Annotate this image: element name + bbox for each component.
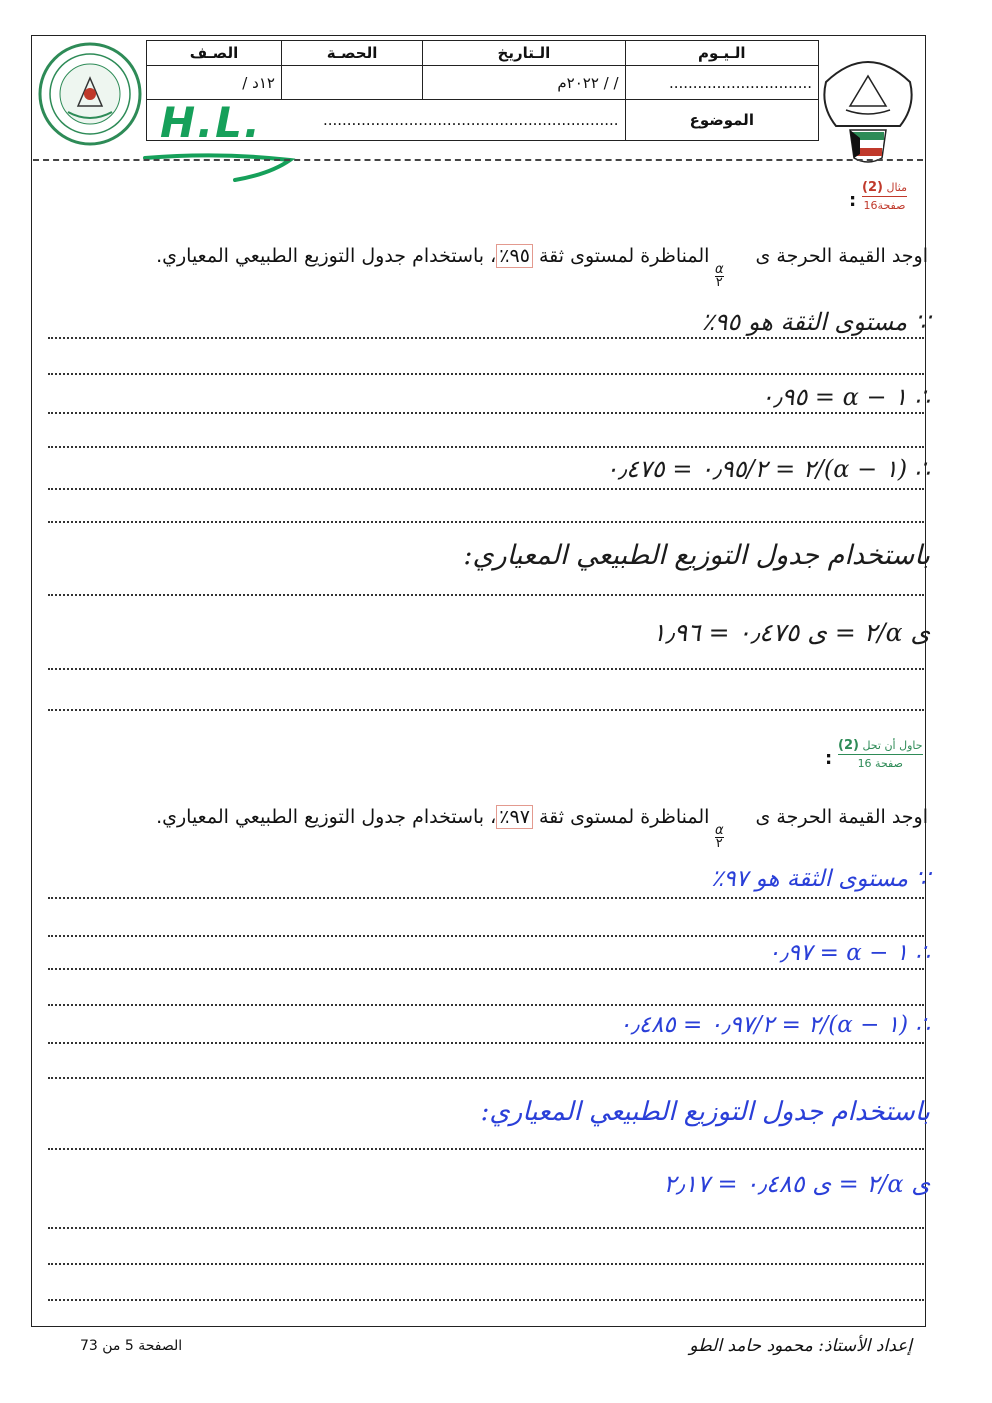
example-solution-line: ∴ ١ − α = ٠٫٩٥	[760, 383, 930, 411]
day-label: الـيـوم	[625, 41, 818, 66]
try-solution-line: ∴ (١ − α)/٢ = ٠٫٩٧/٢ = ٠٫٤٨٥	[618, 1012, 930, 1038]
ruled-line	[48, 897, 924, 899]
example-solution-line: ∴ (١ − α)/٢ = ٠٫٩٥/٢ = ٠٫٤٧٥	[605, 455, 930, 483]
example-question	[156, 245, 928, 267]
period-value	[281, 66, 422, 100]
ruled-line	[48, 935, 924, 937]
ruled-line	[48, 446, 924, 448]
ruled-line	[48, 337, 924, 339]
page-number: الصفحة 5 من 73	[80, 1338, 183, 1354]
try-q-part2: المناظرة لمستوى ثقة	[538, 806, 710, 828]
try-colon: :	[825, 748, 833, 769]
try-question	[156, 806, 928, 828]
ruled-line	[48, 1227, 924, 1229]
example-q-pct: ٩٥٪	[496, 244, 533, 268]
day-value: ..............................	[625, 66, 818, 100]
ruled-line	[48, 1299, 924, 1301]
author-credit: إعداد الأستاذ: محمود حامد الطو	[689, 1336, 912, 1356]
ruled-line	[48, 594, 924, 596]
period-label: الحصـة	[281, 41, 422, 66]
date-label: الـتاريخ	[423, 41, 625, 66]
date-value: / / ٢٠٢٢م	[423, 66, 625, 100]
example-ref	[862, 180, 907, 213]
ruled-line	[48, 373, 924, 375]
topic-value: ..............................................................	[147, 100, 626, 141]
example-alpha-half	[715, 264, 724, 289]
class-label: الصـف	[147, 41, 282, 66]
handwritten-stamp: H.L.	[160, 98, 262, 147]
kuwait-emblem-icon	[820, 46, 916, 166]
example-solution-line: ى α/٢ = ى ٠٫٤٧٥ = ١٫٩٦	[652, 618, 930, 647]
try-ref-number: (2)	[838, 738, 859, 753]
try-q-part1: اوجد القيمة الحرجة ى	[755, 806, 928, 828]
try-ref	[838, 738, 923, 771]
try-solution-line: باستخدام جدول التوزيع الطبيعي المعياري:	[480, 1097, 930, 1127]
try-solution-line: ∴ ١ − α = ٠٫٩٧	[767, 940, 930, 966]
try-alpha-half	[715, 825, 724, 850]
try-q-part3: ، باستخدام جدول التوزيع الطبيعي المعياري.	[156, 806, 497, 828]
example-solution-line: ∵ مستوى الثقة هو ٩٥٪	[701, 308, 930, 336]
ruled-line	[48, 668, 924, 670]
try-ref-title: حاول أن تحل	[862, 739, 923, 752]
try-solution-line: ى α/٢ = ى ٠٫٤٨٥ = ٢٫١٧	[663, 1170, 930, 1198]
example-alpha-num: α	[715, 262, 724, 277]
example-colon: :	[849, 190, 857, 211]
ruled-line	[48, 1148, 924, 1150]
try-solution-line: ∵ مستوى الثقة هو ٩٧٪	[711, 866, 930, 892]
example-q-part1: اوجد القيمة الحرجة ى	[755, 245, 928, 267]
example-ref-title: مثال	[886, 181, 908, 194]
ruled-line	[48, 1004, 924, 1006]
school-logo-icon	[38, 42, 142, 146]
example-q-part2: المناظرة لمستوى ثقة	[538, 245, 710, 267]
example-ref-page: صفحة16	[863, 199, 906, 212]
example-alpha-den: ٢	[715, 275, 723, 290]
example-q-part3: ، باستخدام جدول التوزيع الطبيعي المعياري.	[156, 245, 497, 267]
try-q-pct: ٩٧٪	[496, 805, 533, 829]
try-ref-page: صفحة 16	[857, 757, 903, 770]
try-alpha-num: α	[715, 823, 724, 838]
ruled-line	[48, 709, 924, 711]
ruled-line	[48, 1263, 924, 1265]
header-divider	[33, 159, 923, 161]
ruled-line	[48, 1042, 924, 1044]
class-value: ١٢د /	[147, 66, 282, 100]
example-solution-line: باستخدام جدول التوزيع الطبيعي المعياري:	[463, 540, 930, 571]
try-alpha-den: ٢	[715, 836, 723, 851]
ruled-line	[48, 521, 924, 523]
page-frame	[31, 35, 926, 1327]
ruled-line	[48, 968, 924, 970]
stamp-swoosh-icon	[140, 150, 310, 190]
ruled-line	[48, 412, 924, 414]
example-ref-number: (2)	[862, 180, 883, 195]
topic-label: الموضوع	[625, 100, 818, 141]
ruled-line	[48, 488, 924, 490]
ruled-line	[48, 1077, 924, 1079]
